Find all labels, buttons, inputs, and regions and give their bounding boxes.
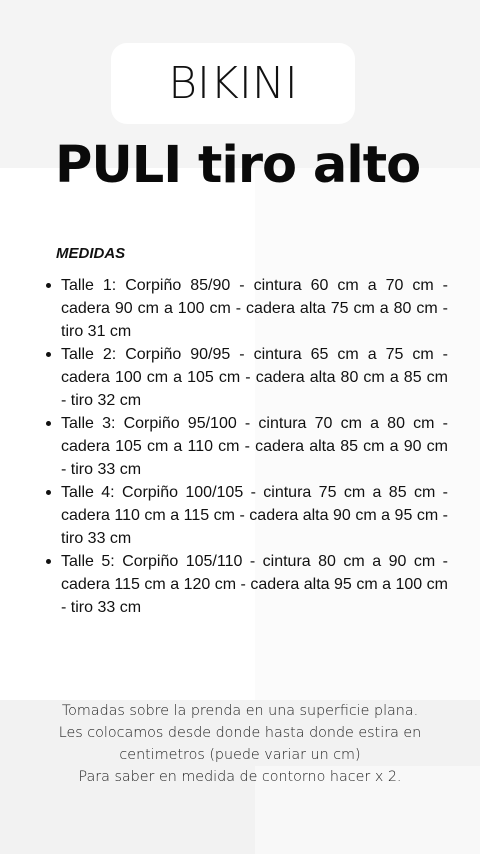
note-line-1: Tomadas sobre la prenda en una superficie plana. xyxy=(61,703,419,719)
product-type-label: BIKINI xyxy=(168,58,298,109)
size-item-text: Talle 2: Corpiño 90/95 - cintura 65 cm a 75 cm - cadera 100 cm a 105 cm - cadera alta 80 cm a 85 cm - tiro 32 cm xyxy=(61,346,448,409)
size-item-1 xyxy=(61,274,448,343)
size-item-text: Talle 4: Corpiño 100/105 - cintura 75 cm a 85 cm - cadera 110 cm a 115 cm - cadera alta 90 cm a 95 cm - tiro 33 cm xyxy=(61,484,448,547)
size-item-text: Talle 3: Corpiño 95/100 - cintura 70 cm a 80 cm - cadera 105 cm a 110 cm - cadera alta 85 cm a 90 cm - tiro 33 cm xyxy=(61,415,448,478)
size-item-4 xyxy=(61,481,448,550)
size-item-3 xyxy=(61,412,448,481)
size-item-text: Talle 1: Corpiño 85/90 - cintura 60 cm a 70 cm - cadera 90 cm a 100 cm - cadera alta 75 cm a 80 cm - tiro 31 cm xyxy=(61,277,448,340)
bullet-icon xyxy=(46,559,51,564)
size-item-text: Talle 5: Corpiño 105/110 - cintura 80 cm a 90 cm - cadera 115 cm a 120 cm - cadera alta 95 cm a 100 cm - tiro 33 cm xyxy=(61,553,448,616)
product-type-badge xyxy=(111,43,355,124)
bullet-icon xyxy=(46,490,51,495)
note-line-2: Les colocamos desde donde hasta donde estira en xyxy=(58,725,422,741)
note-line-4: Para saber en medida de contorno hacer x 2. xyxy=(78,769,402,785)
product-title: PULI tiro alto xyxy=(55,136,421,195)
measurement-notes xyxy=(0,700,480,788)
bullet-icon xyxy=(46,283,51,288)
size-list xyxy=(61,274,448,619)
bullet-icon xyxy=(46,352,51,357)
bullet-icon xyxy=(46,421,51,426)
measurements-heading: MEDIDAS xyxy=(56,245,126,262)
note-line-3: centimetros (puede variar un cm) xyxy=(119,747,361,763)
size-item-5 xyxy=(61,550,448,619)
size-item-2 xyxy=(61,343,448,412)
